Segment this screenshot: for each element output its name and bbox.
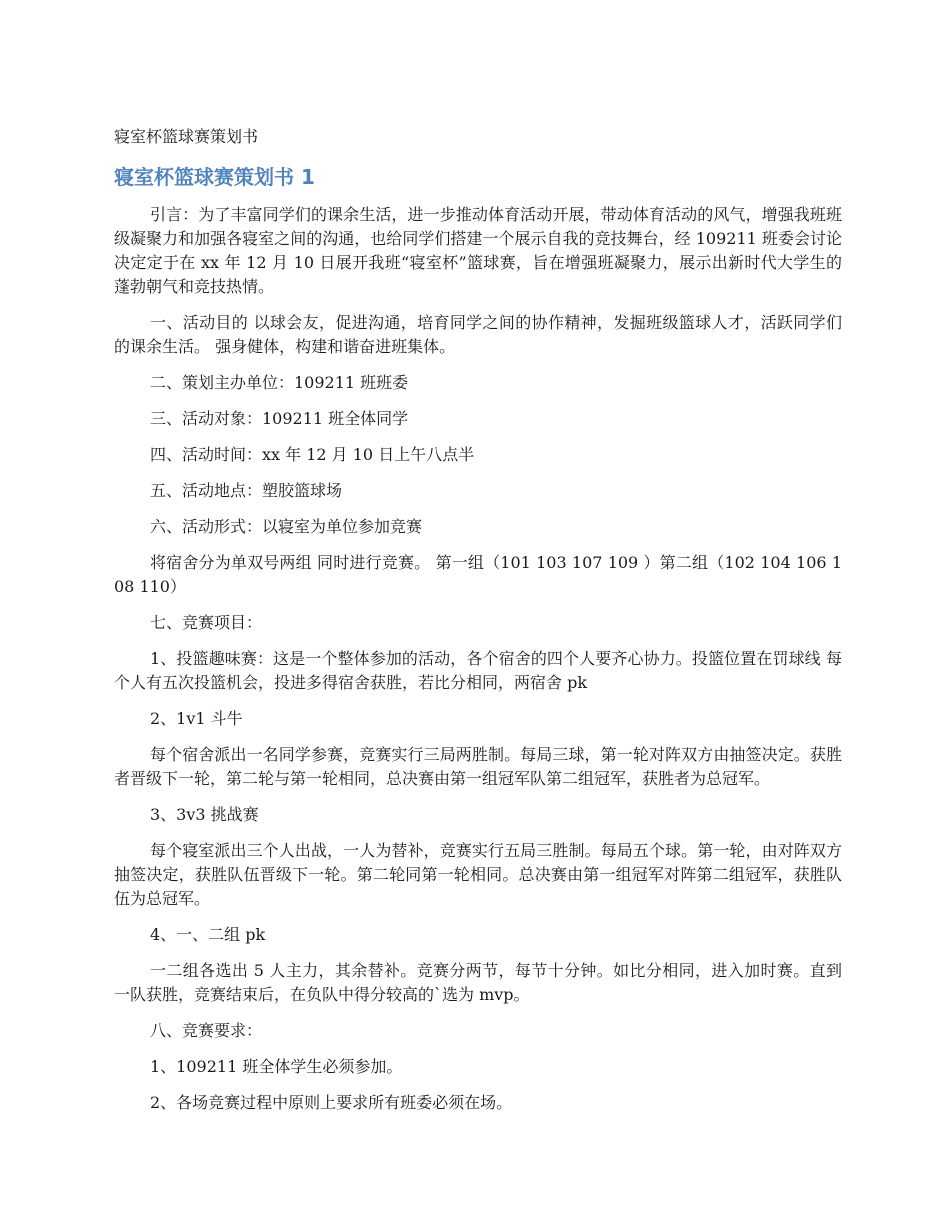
paragraph-event-shooting: 1、投篮趣味赛：这是一个整体参加的活动，各个宿舍的四个人要齐心协力。投篮位置在罚球线 每个人有五次投篮机会，投进多得宿舍获胜，若比分相同，两宿舍 pk bbox=[114, 649, 842, 692]
paragraph-groups: 将宿舍分为单双号两组 同时进行竞赛。 第一组（101 103 107 109 ）第二组（102 104 106 108 110） bbox=[114, 553, 842, 596]
paragraph-events-heading: 七、竞赛项目： bbox=[150, 613, 263, 632]
section-heading: 寝室杯篮球赛策划书 1 bbox=[114, 165, 315, 189]
paragraph-event-group-pk: 4、一、二组 pk bbox=[150, 925, 266, 944]
paragraph-event-1v1: 2、1v1 斗牛 bbox=[150, 709, 243, 728]
paragraph-purpose: 一、活动目的 以球会友，促进沟通，培育同学之间的协作精神，发掘班级篮球人才，活跃同学们的课余生活。 强身健体，构建和谐奋进班集体。 bbox=[114, 313, 842, 356]
document-title: 寝室杯篮球赛策划书 bbox=[114, 127, 259, 146]
paragraph-1v1-rules: 每个宿舍派出一名同学参赛，竞赛实行三局两胜制。每局三球，第一轮对阵双方由抽签决定。获胜者晋级下一轮，第二轮与第一轮相同，总决赛由第一组冠军队第二组冠军，获胜者为总冠军。 bbox=[114, 745, 842, 788]
paragraph-requirement-1: 1、109211 班全体学生必须参加。 bbox=[150, 1057, 403, 1076]
paragraph-group-pk-rules: 一二组各选出 5 人主力，其余替补。竞赛分两节，每节十分钟。如比分相同，进入加时赛。直到一队获胜，竞赛结束后，在负队中得分较高的`选为 mvp。 bbox=[114, 961, 842, 1004]
paragraph-time: 四、活动时间：xx 年 12 月 10 日上午八点半 bbox=[150, 445, 475, 464]
paragraph-requirement-2: 2、各场竞赛过程中原则上要求所有班委必须在场。 bbox=[150, 1093, 513, 1112]
paragraph-event-3v3: 3、3v3 挑战赛 bbox=[150, 805, 259, 824]
paragraph-3v3-rules: 每个寝室派出三个人出战，一人为替补，竞赛实行五局三胜制。每局五个球。第一轮，由对阵双方抽签决定，获胜队伍晋级下一轮。第二轮同第一轮相同。总决赛由第一组冠军对阵第二组冠军，获胜队伍为总冠军。 bbox=[114, 841, 842, 908]
document-body bbox=[114, 203, 842, 1127]
paragraph-location: 五、活动地点：塑胶篮球场 bbox=[150, 481, 343, 500]
paragraph-requirements-heading: 八、竞赛要求： bbox=[150, 1021, 263, 1040]
paragraph-intro: 引言：为了丰富同学们的课余生活，进一步推动体育活动开展，带动体育活动的风气，增强我班班级凝聚力和加强各寝室之间的沟通，也给同学们搭建一个展示自我的竞技舞台，经 109211 班委会讨论决定定于在 xx 年 12 月 10 日展开我班“寝室杯”篮球赛，旨在增强班凝聚力，展示出新时代大学生的蓬勃朝气和竞技热情。 bbox=[114, 205, 842, 296]
paragraph-organizer: 二、策划主办单位：109211 班班委 bbox=[150, 373, 409, 392]
paragraph-format: 六、活动形式：以寝室为单位参加竞赛 bbox=[150, 517, 423, 536]
paragraph-participants: 三、活动对象：109211 班全体同学 bbox=[150, 409, 409, 428]
